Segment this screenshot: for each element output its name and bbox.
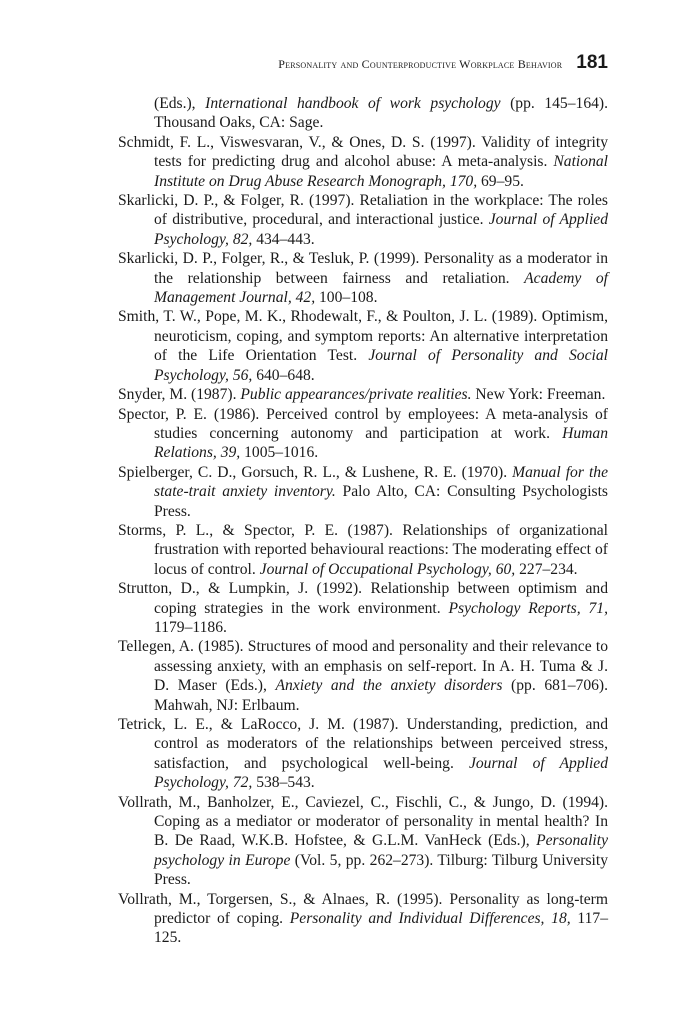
reference-entry: Spector, P. E. (1986). Perceived control by employees: A meta-analysis of studies concerning autonomy and participation at work. Human Relations, 39, 1005–1016. bbox=[118, 405, 608, 462]
reference-entry: Snyder, M. (1987). Public appearances/private realities. New York: Freeman. bbox=[118, 386, 606, 404]
reference-entry: Vollrath, M., Banholzer, E., Caviezel, C., Fischli, C., & Jungo, D. (1994). Coping as a mediator or moderator of personality in mental health? In B. De Raad, W.K.B. Hofstee, & G.L.M. VanHeck (Eds.), Personality psychology in Europe (Vol. 5, pp. 262–273). Tilburg: Tilburg University Press. bbox=[118, 793, 608, 889]
reference-entry: Spielberger, C. D., Gorsuch, R. L., & Lushene, R. E. (1970). Manual for the state-trait anxiety inventory. Palo Alto, CA: Consulting Psychologists Press. bbox=[118, 463, 608, 520]
reference-entry: Skarlicki, D. P., Folger, R., & Tesluk, P. (1999). Personality as a moderator in the relationship between fairness and retaliation. Academy of Management Journal, 42, 100–108. bbox=[118, 250, 608, 307]
reference-entry: Strutton, D., & Lumpkin, J. (1992). Relationship between optimism and coping strategies in the work environment. Psychology Reports, 71, 1179–1186. bbox=[118, 580, 608, 636]
running-title: Personality and Counterproductive Workplace Behavior bbox=[278, 57, 563, 71]
reference-entry: Skarlicki, D. P., & Folger, R. (1997). Retaliation in the workplace: The roles of distributive, procedural, and interactional justice. Journal of Applied Psychology, 82, 434–443. bbox=[118, 192, 608, 248]
page-number: 181 bbox=[576, 52, 608, 73]
running-head bbox=[118, 52, 608, 78]
reference-entry: Tellegen, A. (1985). Structures of mood and personality and their relevance to assessing anxiety, with an emphasis on self-report. In A. H. Tuma & J. D. Maser (Eds.), Anxiety and the anxiety disorders (pp. 681–706). Mahwah, NJ: Erlbaum. bbox=[118, 638, 609, 714]
reference-list bbox=[118, 94, 608, 948]
reference-entry: Storms, P. L., & Spector, P. E. (1987). Relationships of organizational frustration with reported behavioural reactions: The moderating effect of locus of control. Journal of Occupational Psychology, 60, 227–234. bbox=[118, 521, 608, 578]
reference-entry: Vollrath, M., Torgersen, S., & Alnaes, R. (1995). Personality as long-term predictor of coping. Personality and Individual Differences, 18, 117–125. bbox=[118, 890, 608, 947]
reference-entry: (Eds.), International handbook of work psychology (pp. 145–164). Thousand Oaks, CA: Sage. bbox=[154, 95, 608, 132]
reference-entry: Smith, T. W., Pope, M. K., Rhodewalt, F., & Poulton, J. L. (1989). Optimism, neuroticism, coping, and symptom reports: An alternative interpretation of the Life Orientation Test. Journal of Personality and Social Psychology, 56, 640–648. bbox=[118, 308, 608, 384]
reference-entry: Schmidt, F. L., Viswesvaran, V., & Ones, D. S. (1997). Validity of integrity tests for predicting drug and alcohol abuse: A meta-analysis. National Institute on Drug Abuse Research Monograph, 170, 69–95. bbox=[118, 133, 608, 190]
reference-entry: Tetrick, L. E., & LaRocco, J. M. (1987). Understanding, prediction, and control as moderators of the relationships between perceived stress, satisfaction, and psychological well-being. Journal of Applied Psychology, 72, 538–543. bbox=[118, 716, 608, 792]
